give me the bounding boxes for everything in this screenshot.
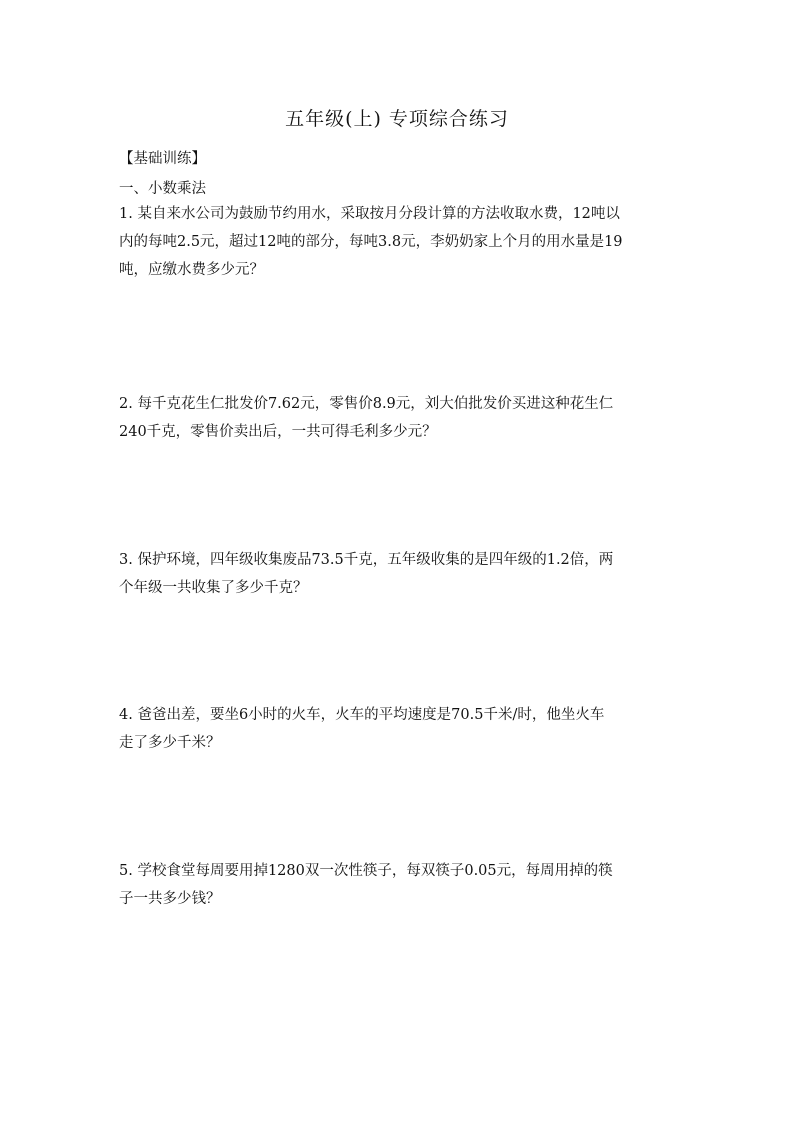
question-3-line-2: 个年级一共收集了多少千克？ [119, 580, 308, 596]
question-1-line-3: 吨，应缴水费多少元？ [119, 262, 264, 278]
question-1-line-1: 1. 某自来水公司为鼓励节约用水，采取按月分段计算的方法收取水费，12吨以 [119, 206, 620, 222]
question-4 [119, 701, 685, 757]
question-2-line-1: 2. 每千克花生仁批发价7.62元，零售价8.9元，刘大伯批发价买进这种花生仁 [119, 396, 614, 412]
section-label-basic-training: 【基础训练】 [119, 151, 206, 167]
question-2 [119, 390, 685, 446]
question-1-line-2: 内的每吨2.5元，超过12吨的部分，每吨3.8元，李奶奶家上个月的用水量是19 [119, 234, 623, 250]
question-3 [119, 546, 685, 602]
question-1 [119, 200, 685, 284]
question-5 [119, 857, 685, 913]
question-3-line-1: 3. 保护环境，四年级收集废品73.5千克，五年级收集的是四年级的1.2倍，两 [119, 552, 614, 568]
question-5-line-1: 5. 学校食堂每周要用掉1280双一次性筷子，每双筷子0.05元，每周用掉的筷 [119, 863, 613, 879]
question-5-line-2: 子一共多少钱？ [119, 891, 221, 907]
question-4-line-1: 4. 爸爸出差，要坐6小时的火车，火车的平均速度是70.5千米/时，他坐火车 [119, 707, 605, 723]
question-2-line-2: 240千克，零售价卖出后，一共可得毛利多少元？ [119, 424, 437, 440]
subsection-label-decimal-multiplication: 一、小数乘法 [119, 181, 206, 197]
question-4-line-2: 走了多少千米？ [119, 735, 221, 751]
page-title: 五年级(上) 专项综合练习 [285, 108, 509, 130]
